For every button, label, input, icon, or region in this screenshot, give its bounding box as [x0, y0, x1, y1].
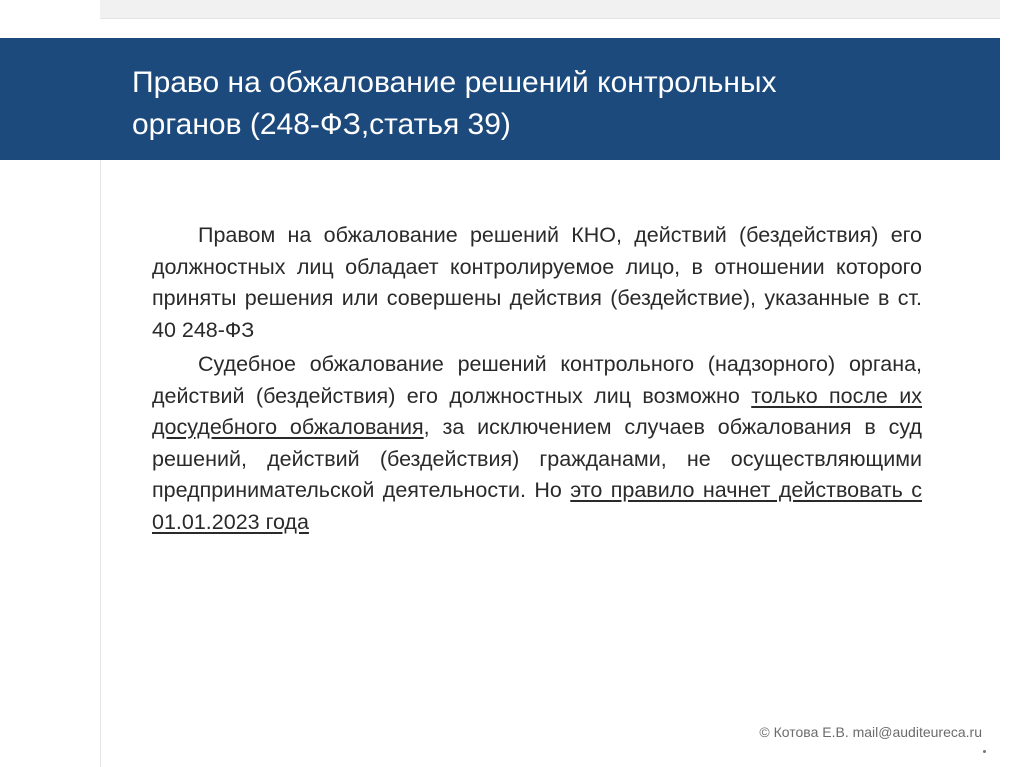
paragraph-1: Правом на обжалование решений КНО, действий (бездействия) его должностных лиц обладает контролируемое лицо, в отношении которого приняты решения или совершены действия (бездействие), указанные в ст. 40 248-ФЗ — [152, 223, 922, 342]
underlined-phrase-effective-date: это правило начнет действовать с 01.01.2023 года — [152, 478, 922, 534]
footer-copyright: © Котова Е.В. mail@auditeureca.ru — [759, 724, 982, 740]
left-divider — [100, 160, 101, 767]
paragraph-2 — [152, 349, 922, 538]
footer-dot — [983, 750, 986, 753]
paragraph-2-text-a: Судебное обжалование решений контрольного (надзорного) органа, действий (бездействия) его должностных лиц возможно — [152, 352, 922, 408]
slide-title — [132, 62, 982, 146]
top-decor-strip — [100, 0, 1000, 19]
slide-body — [152, 220, 922, 541]
slide-title-line2: органов (248-ФЗ,статья 39) — [132, 108, 511, 141]
paragraph-2-text-b: , за исключением случаев обжалования в суд решений, действий (бездействия) гражданами, не осуществляющими предпринимательской деятельности. Но — [152, 415, 922, 502]
underlined-phrase-pretrial: только после их досудебного обжалования — [152, 383, 922, 439]
slide-title-line1: Право на обжалование решений контрольных — [132, 66, 777, 99]
